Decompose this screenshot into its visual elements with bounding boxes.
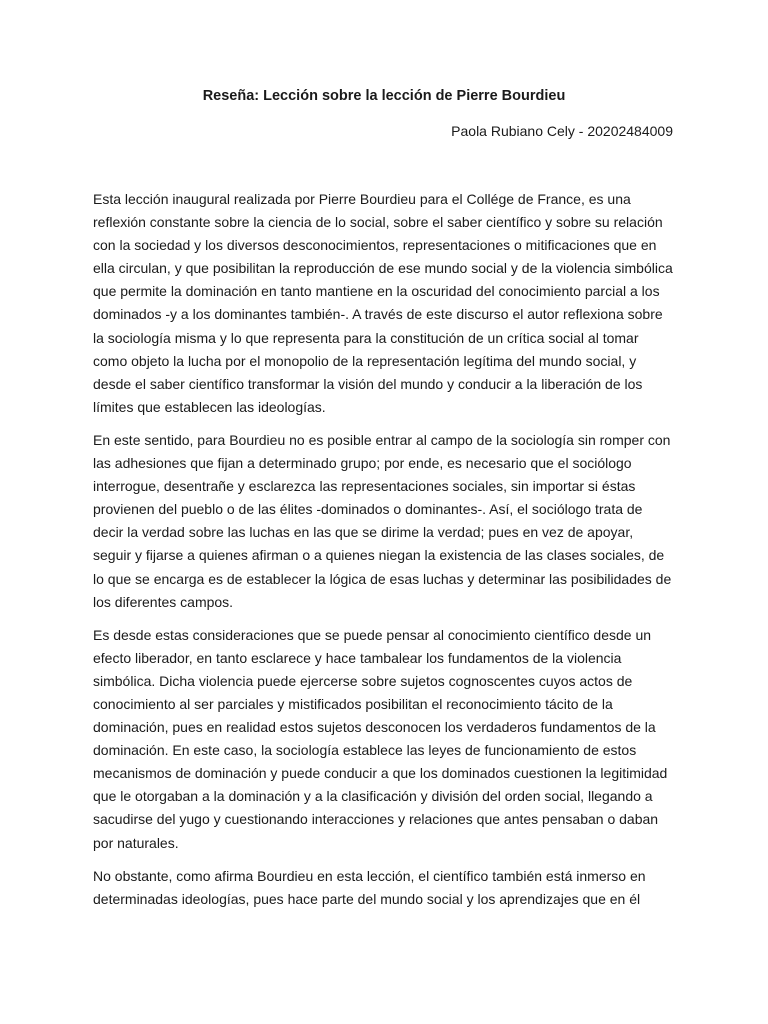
- paragraph-1: Esta lección inaugural realizada por Pierre Bourdieu para el Collége de France, es una reflexión constante sobre la ciencia de lo social, sobre el saber científico y sobre su relación con la sociedad y los diversos desconocimientos, representaciones o mitificaciones que en ella circulan, y que posibilitan la reproducción de ese mundo social y de la violencia simbólica que permite la dominación en tanto mantiene en la oscuridad del conocimiento parcial a los dominados -y a los dominantes también-. A través de este discurso el autor reflexiona sobre la sociología misma y lo que representa para la constitución de un crítica social al tomar como objeto la lucha por el monopolio de la representación legítima del mundo social, y desde el saber científico transformar la visión del mundo y conducir a la liberación de los límites que establecen las ideologías.: [93, 191, 673, 415]
- paragraph-4: No obstante, como afirma Bourdieu en esta lección, el científico también está inmerso en determinadas ideologías, pues hace parte del mundo social y los aprendizajes que en él: [93, 867, 646, 907]
- document-body: [93, 188, 675, 921]
- paragraph-2: En este sentido, para Bourdieu no es posible entrar al campo de la sociología sin romper con las adhesiones que fijan a determinado grupo; por ende, es necesario que el sociólogo interrogue, desentrañe y esclarezca las representaciones sociales, sin importar si éstas provienen del pueblo o de las élites -dominados o dominantes-. Así, el sociólogo trata de decir la verdad sobre las luchas en las que se dirime la verdad; pues en vez de apoyar, seguir y fijarse a quienes afirman o a quienes niegan la existencia de las clases sociales, de lo que se encarga es de establecer la lógica de esas luchas y determinar las posibilidades de los diferentes campos.: [93, 431, 672, 610]
- document-title: Reseña: Lección sobre la lección de Pierre Bourdieu: [202, 88, 566, 104]
- paragraph-3: Es desde estas consideraciones que se puede pensar al conocimiento científico desde un efecto liberador, en tanto esclarece y hace tambalear los fundamentos de la violencia simbólica. Dicha violencia puede ejercerse sobre sujetos cognoscentes cuyos actos de conocimiento al ser parciales y mistificados posibilitan el reconocimiento tácito de la dominación, pues en realidad estos sujetos desconocen los verdaderos fundamentos de la dominación. En este caso, la sociología establece las leyes de funcionamiento de estos mecanismos de dominación y puede conducir a que los dominados cuestionen la legitimidad que le otorgaban a la dominación y a la clasificación y división del orden social, llegando a sacudirse del yugo y cuestionando interacciones y relaciones que antes pensaban o daban por naturales.: [93, 626, 668, 851]
- author-line: Paola Rubiano Cely - 20202484009: [451, 123, 673, 139]
